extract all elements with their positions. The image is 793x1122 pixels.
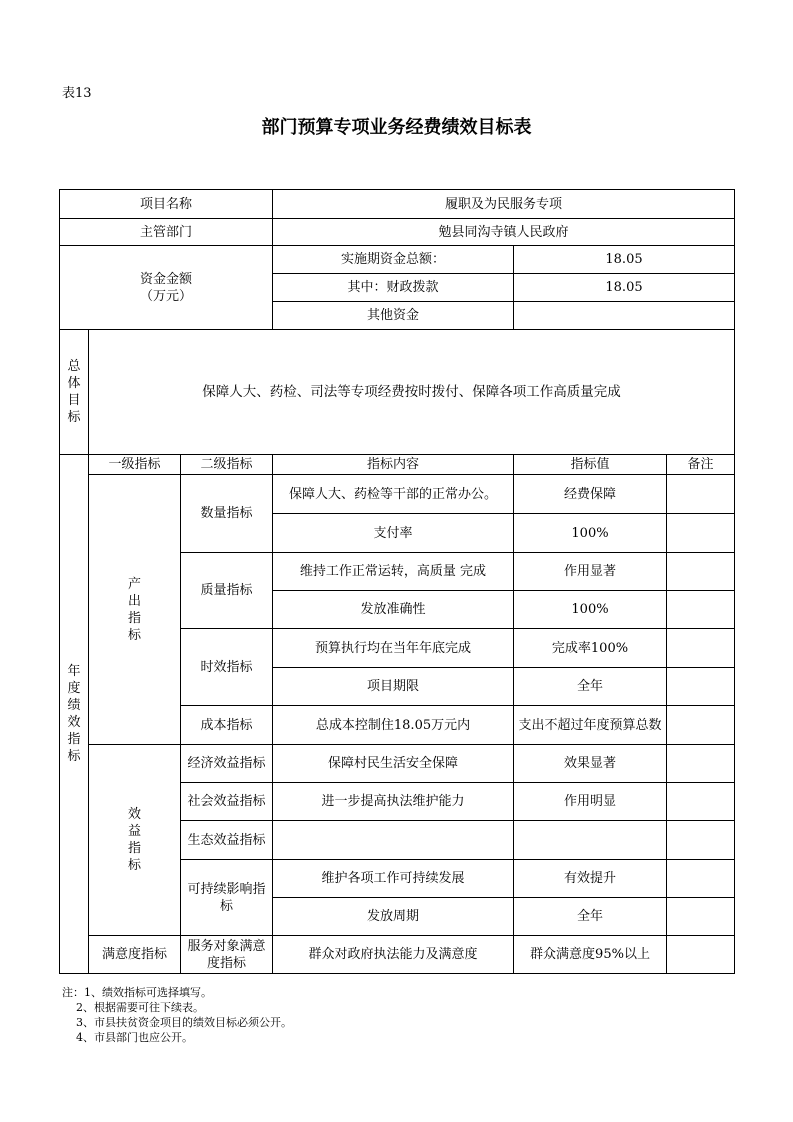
- service-satisfaction-label: 服务对象满意度指标: [181, 936, 273, 974]
- indicator-remark: [667, 936, 735, 974]
- indicator-content: 进一步提高执法维护能力: [273, 783, 514, 821]
- quantity-indicator-label: 数量指标: [181, 475, 273, 553]
- fiscal-fund-value: 18.05: [514, 274, 735, 302]
- fiscal-fund-label: 其中：财政拨款: [273, 274, 514, 302]
- indicator-remark: [667, 898, 735, 936]
- annual-indicator-label: 年 度 绩 效 指 标: [60, 455, 89, 974]
- header-content: 指标内容: [273, 455, 514, 475]
- fund-amount-label-line1: 资金金额: [139, 271, 192, 287]
- indicator-value: 作用明显: [514, 783, 667, 821]
- fund-amount-label: [60, 246, 273, 330]
- indicator-value: 全年: [514, 898, 667, 936]
- indicator-content: 保障村民生活安全保障: [273, 745, 514, 783]
- indicator-remark: [667, 475, 735, 514]
- fund-amount-label-line2: （万元）: [139, 288, 192, 304]
- indicator-remark: [667, 745, 735, 783]
- department-value: 勉县同沟寺镇人民政府: [273, 219, 735, 246]
- economic-indicator-label: 经济效益指标: [181, 745, 273, 783]
- footnote-item: 注：1、绩效指标可选择填写。: [62, 986, 212, 999]
- fund-total-value: 18.05: [514, 246, 735, 274]
- indicator-content: 保障人大、药检等干部的正常办公。: [273, 475, 514, 514]
- header-remark: 备注: [667, 455, 735, 475]
- other-fund-value: [514, 302, 735, 330]
- indicator-content: 预算执行均在当年年底完成: [273, 629, 514, 668]
- indicator-content: 发放准确性: [273, 591, 514, 629]
- indicator-value: 全年: [514, 668, 667, 706]
- department-label: 主管部门: [60, 219, 273, 246]
- other-fund-label: 其他资金: [273, 302, 514, 330]
- cost-indicator-label: 成本指标: [181, 706, 273, 745]
- header-value: 指标值: [514, 455, 667, 475]
- indicator-remark: [667, 629, 735, 668]
- indicator-content: [273, 821, 514, 860]
- ecological-indicator-label: 生态效益指标: [181, 821, 273, 860]
- satisfaction-indicator-label: 满意度指标: [89, 936, 181, 974]
- table-row: [60, 475, 735, 514]
- fund-total-label: 实施期资金总额：: [273, 246, 514, 274]
- indicator-content: 维护各项工作可持续发展: [273, 860, 514, 898]
- sustainable-indicator-label: 可持续影响指标: [181, 860, 273, 936]
- project-name-label: 项目名称: [60, 190, 273, 219]
- table-number: 表13: [62, 86, 92, 101]
- indicator-value: 经费保障: [514, 475, 667, 514]
- indicator-remark: [667, 514, 735, 553]
- overall-goal-text: 保障人大、药检、司法等专项经费按时拨付、保障各项工作高质量完成: [89, 330, 735, 455]
- overall-goal-label: 总 体 目 标: [60, 330, 89, 455]
- performance-target-table: [59, 189, 735, 974]
- fund-total-row: [60, 246, 735, 274]
- timeliness-indicator-label: 时效指标: [181, 629, 273, 706]
- footnote-item: 3、市县扶贫资金项目的绩效目标必须公开。: [62, 1016, 292, 1029]
- indicator-value: 完成率100%: [514, 629, 667, 668]
- department-row: [60, 219, 735, 246]
- indicator-remark: [667, 591, 735, 629]
- indicator-remark: [667, 553, 735, 591]
- indicator-value: 100%: [514, 514, 667, 553]
- indicator-value: 作用显著: [514, 553, 667, 591]
- indicator-value: 有效提升: [514, 860, 667, 898]
- indicator-content: 维持工作正常运转，高质量 完成: [273, 553, 514, 591]
- footnote-item: 4、市县部门也应公开。: [62, 1031, 193, 1044]
- footnote-item: 2、根据需要可往下续表。: [62, 1001, 204, 1014]
- output-indicator-label: 产 出 指 标: [89, 475, 181, 745]
- indicator-content: 总成本控制住18.05万元内: [273, 706, 514, 745]
- indicator-content: 项目期限: [273, 668, 514, 706]
- header-level2: 二级指标: [181, 455, 273, 475]
- indicator-remark: [667, 821, 735, 860]
- indicator-remark: [667, 783, 735, 821]
- indicator-value: 支出不超过年度预算总数: [514, 706, 667, 745]
- indicator-content: 发放周期: [273, 898, 514, 936]
- indicator-header-row: [60, 455, 735, 475]
- overall-goal-row: [60, 330, 735, 455]
- indicator-content: 支付率: [273, 514, 514, 553]
- benefit-indicator-label: 效 益 指 标: [89, 745, 181, 936]
- header-level1: 一级指标: [89, 455, 181, 475]
- indicator-value: [514, 821, 667, 860]
- indicator-remark: [667, 706, 735, 745]
- indicator-value: 效果显著: [514, 745, 667, 783]
- table-row: [60, 936, 735, 974]
- table-row: [60, 745, 735, 783]
- indicator-remark: [667, 668, 735, 706]
- footnotes: [62, 985, 292, 1045]
- quality-indicator-label: 质量指标: [181, 553, 273, 629]
- indicator-content: 群众对政府执法能力及满意度: [273, 936, 514, 974]
- social-indicator-label: 社会效益指标: [181, 783, 273, 821]
- project-name-row: [60, 190, 735, 219]
- indicator-value: 100%: [514, 591, 667, 629]
- indicator-value: 群众满意度95%以上: [514, 936, 667, 974]
- indicator-remark: [667, 860, 735, 898]
- project-name-value: 履职及为民服务专项: [273, 190, 735, 219]
- page-title: 部门预算专项业务经费绩效目标表: [261, 117, 532, 138]
